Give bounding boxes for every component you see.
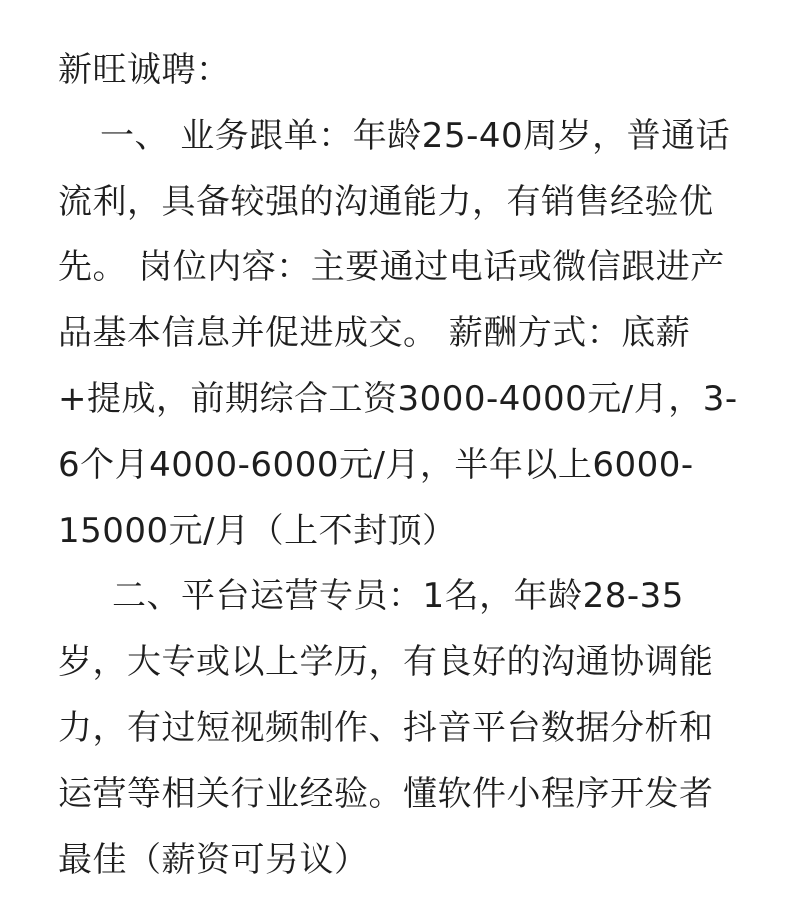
position-1-line-6: 6个月4000-6000元/月，半年以上6000- xyxy=(58,444,694,485)
position-2-line-1: 二、平台运营专员：1名，年龄28-35 xyxy=(112,576,684,617)
position-2-line-4: 运营等相关行业经验。懂软件小程序开发者 xyxy=(58,773,714,814)
notice-title: 新旺诚聘： xyxy=(58,50,231,90)
position-1-line-5: +提成，前期综合工资3000-4000元/月，3- xyxy=(58,378,738,419)
position-2-line-3: 力，有过短视频制作、抖音平台数据分析和 xyxy=(58,707,714,748)
position-2-line-2: 岁，大专或以上学历，有良好的沟通协调能 xyxy=(58,642,714,683)
position-2-line-5: 最佳（薪资可另议） xyxy=(58,839,369,880)
position-1-line-3: 先。 岗位内容：主要通过电话或微信跟进产 xyxy=(58,247,725,288)
position-1-line-2: 流利，具备较强的沟通能力，有销售经验优 xyxy=(58,181,714,222)
position-1-line-4: 品基本信息并促进成交。 薪酬方式：底薪 xyxy=(58,313,691,354)
recruitment-notice xyxy=(58,38,770,893)
position-1-line-7: 15000元/月（上不封顶） xyxy=(58,510,457,551)
position-1-line-1: 一、 业务跟单：年龄25-40周岁，普通话 xyxy=(100,115,731,156)
